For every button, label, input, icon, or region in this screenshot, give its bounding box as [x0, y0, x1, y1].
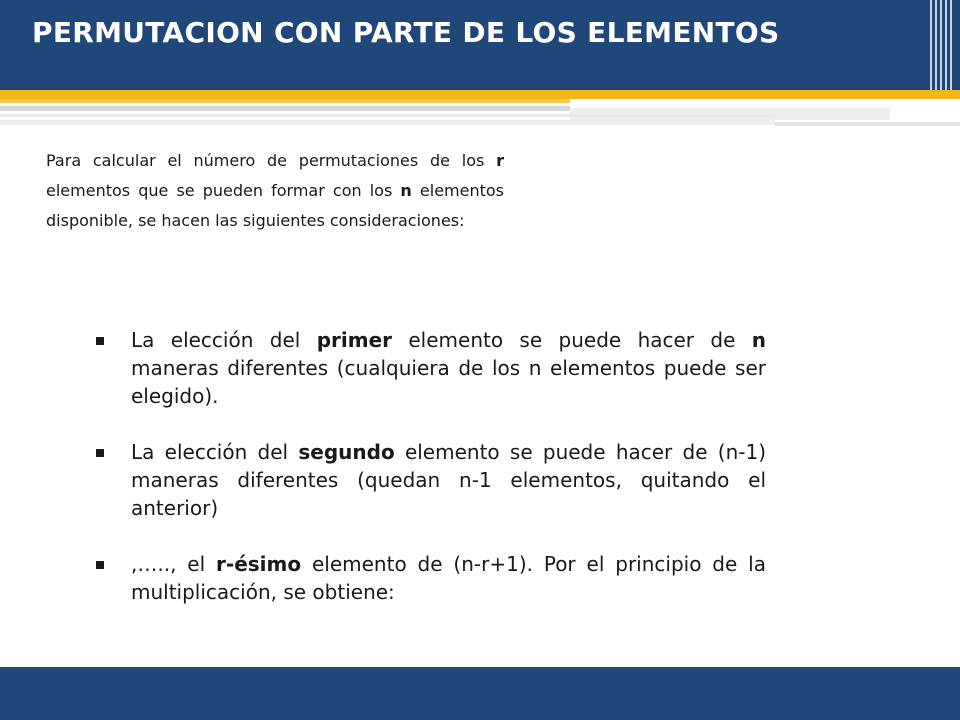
bullet-item: [96, 326, 766, 410]
divider-line: [0, 114, 775, 117]
bullet-bold: n: [751, 328, 766, 352]
bullet-item: [96, 438, 766, 522]
divider-line: [0, 120, 775, 125]
divider-line: [0, 106, 570, 111]
bullet-bold: r-ésimo: [216, 552, 302, 576]
intro-bold-n: n: [400, 181, 412, 200]
bullet-text: elemento se puede hacer de (n-1) maneras diferentes (quedan n-1 elementos, quitando el anterior): [131, 440, 767, 520]
intro-bold-r: r: [496, 151, 504, 170]
square-bullet-icon: [96, 561, 104, 569]
bullet-text: ,….., el: [131, 552, 217, 576]
bullet-bold: segundo: [298, 440, 395, 464]
intro-paragraph: [46, 146, 504, 236]
bullet-text: La elección del: [131, 440, 299, 464]
accent-bar-thin: [0, 99, 570, 103]
bullet-text: elemento se puede hacer de: [392, 328, 752, 352]
divider-line: [775, 122, 960, 126]
bullet-list: [96, 326, 766, 634]
bullet-text: elemento de (n-r+1). Por el principio de la multiplicación, se obtiene:: [131, 552, 766, 604]
slide-footer: [0, 667, 960, 720]
intro-text: elementos disponible, se hacen las siguientes consideraciones:: [46, 181, 504, 230]
slide-title: PERMUTACION CON PARTE DE LOS ELEMENTOS: [32, 16, 780, 49]
intro-text: elementos que se pueden formar con los: [46, 181, 401, 200]
bullet-text: maneras diferentes (cualquiera de los n elementos puede ser elegido).: [131, 356, 766, 408]
square-bullet-icon: [96, 449, 104, 457]
decorative-stripes: [930, 0, 952, 90]
slide-header: [0, 0, 960, 90]
accent-bar: [0, 90, 960, 99]
bullet-item: [96, 550, 766, 606]
bullet-text: La elección del: [131, 328, 317, 352]
intro-text: Para calcular el número de permutaciones de los: [46, 151, 497, 170]
bullet-bold: primer: [316, 328, 392, 352]
square-bullet-icon: [96, 337, 104, 345]
